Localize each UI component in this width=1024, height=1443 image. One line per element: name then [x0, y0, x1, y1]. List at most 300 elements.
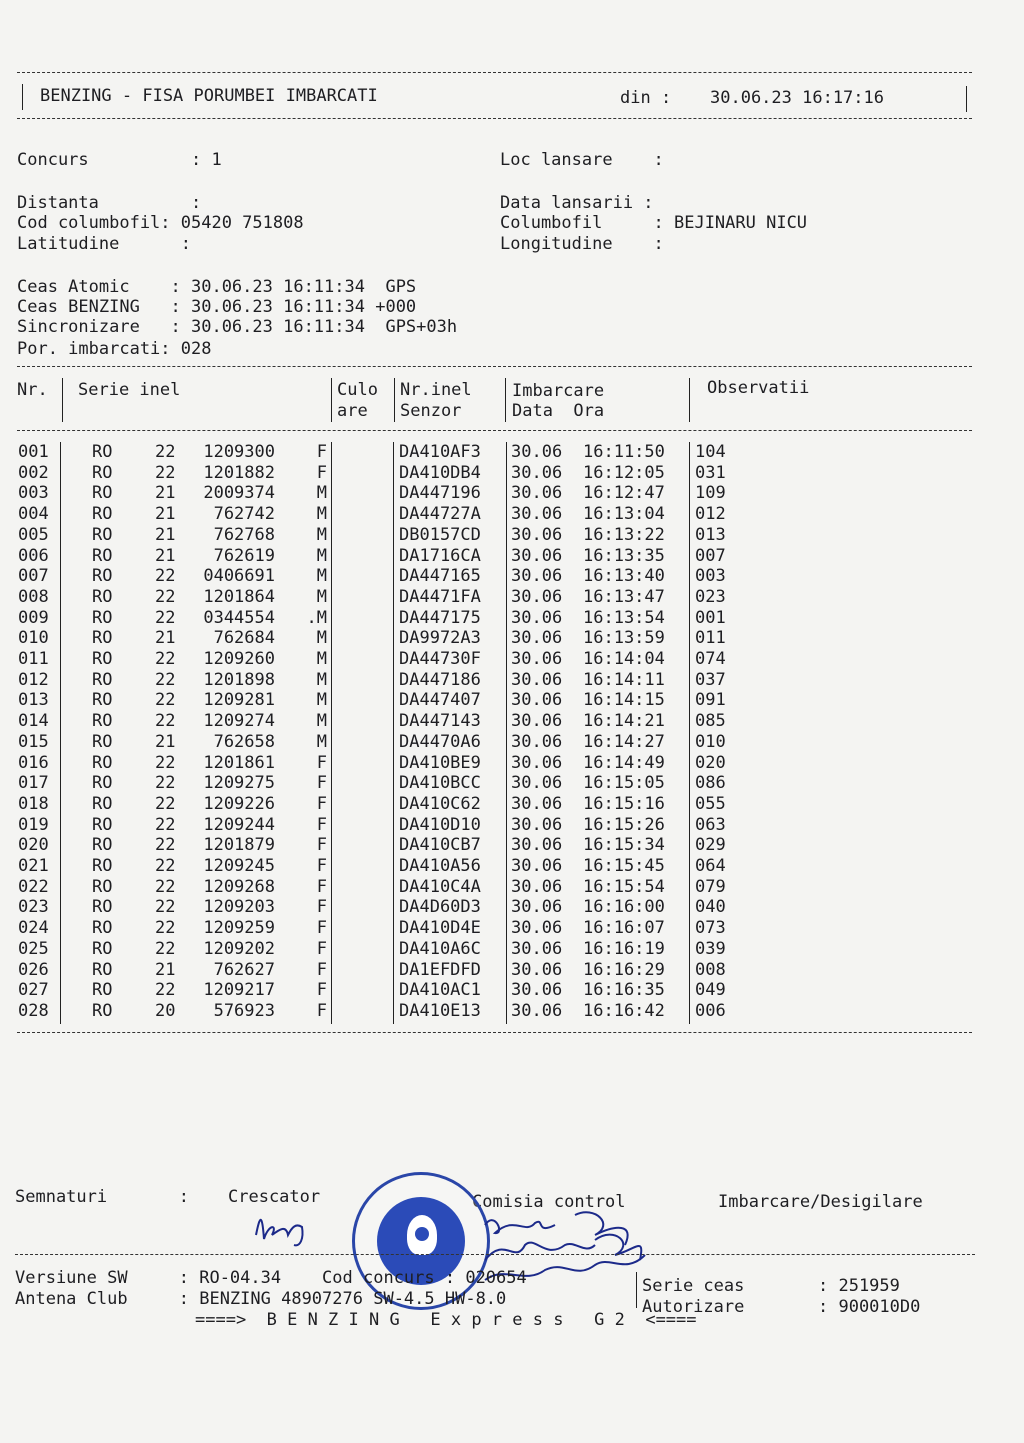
cell-date: 30.06: [511, 711, 563, 732]
table-row: [0, 442, 1024, 463]
header-left-bar: [22, 84, 23, 110]
cell-date: 30.06: [511, 752, 563, 773]
cell-sex: F: [316, 752, 327, 773]
cell-time: 16:11:50: [583, 442, 665, 462]
cell-year: 22: [155, 814, 176, 835]
cell-observatii: 003: [695, 566, 726, 587]
cell-country: RO: [92, 835, 113, 856]
cell-ring: 1209202: [203, 938, 275, 959]
versiune-sw-field: Versiune SW : RO-04.34 Cod concurs : 020654: [15, 1268, 527, 1288]
cell-nr: 006: [18, 545, 49, 566]
cell-date: 30.06: [511, 793, 563, 814]
cell-date: 30.06: [511, 545, 563, 566]
cell-nr: 018: [18, 793, 49, 814]
cell-country: RO: [92, 586, 113, 607]
cell-time: 16:14:15: [583, 690, 665, 711]
table-row: [0, 877, 1024, 898]
cell-country: RO: [92, 856, 113, 876]
cell-sensor: DA410CB7: [399, 835, 481, 856]
cell-sensor: DA9972A3: [399, 628, 481, 649]
cell-country: RO: [92, 442, 113, 462]
print-date: 30.06.23 16:17:16: [710, 88, 884, 108]
cell-observatii: 008: [695, 959, 726, 980]
col-culoare-header-2: are: [337, 401, 368, 421]
cell-ring: 2009374: [203, 483, 275, 504]
header-divider-4: [505, 378, 506, 422]
cell-observatii: 020: [695, 752, 726, 773]
cell-ring: 1201864: [203, 586, 275, 607]
cell-nr: 004: [18, 504, 49, 525]
cell-date: 30.06: [511, 442, 563, 462]
cell-observatii: 001: [695, 607, 726, 628]
cell-observatii: 086: [695, 773, 726, 794]
cell-sex: M: [316, 524, 327, 545]
cell-country: RO: [92, 773, 113, 794]
table-row: [0, 897, 1024, 918]
cell-sensor: DA447196: [399, 483, 481, 504]
cell-time: 16:15:45: [583, 856, 665, 876]
porumbei-imbarcati-field: Por. imbarcati: 028: [17, 339, 212, 359]
loc-lansare-field: Loc lansare :: [500, 150, 664, 170]
cell-time: 16:16:07: [583, 918, 665, 939]
cell-country: RO: [92, 504, 113, 525]
cell-sensor: DA410D10: [399, 814, 481, 835]
cell-year: 22: [155, 462, 176, 483]
cell-year: 22: [155, 711, 176, 732]
cell-nr: 005: [18, 524, 49, 545]
cell-sex: M: [316, 690, 327, 711]
cell-sex: F: [316, 835, 327, 856]
cell-ring: 1209226: [203, 793, 275, 814]
header-divider-1: [62, 378, 63, 422]
cell-sensor: DA1EFDFD: [399, 959, 481, 980]
cell-time: 16:14:04: [583, 649, 665, 669]
cell-ring: 762768: [213, 524, 275, 545]
cell-year: 22: [155, 980, 176, 1001]
cell-ring: 762684: [213, 628, 275, 649]
cell-time: 16:14:11: [583, 669, 665, 690]
table-row: [0, 980, 1024, 1001]
table-row: [0, 732, 1024, 753]
cell-nr: 026: [18, 959, 49, 980]
cell-ring: 1209217: [203, 980, 275, 1001]
cell-nr: 012: [18, 669, 49, 690]
semnaturi-label: Semnaturi :: [15, 1187, 189, 1207]
cell-nr: 010: [18, 628, 49, 649]
cell-country: RO: [92, 690, 113, 711]
cell-date: 30.06: [511, 731, 563, 752]
imbarcare-desigilare-label: Imbarcare/Desigilare: [718, 1192, 923, 1212]
cell-nr: 007: [18, 566, 49, 587]
cell-date: 30.06: [511, 1000, 563, 1021]
cell-nr: 017: [18, 773, 49, 794]
cell-sensor: DA447175: [399, 607, 481, 628]
cell-time: 16:14:27: [583, 731, 665, 752]
cell-time: 16:16:35: [583, 980, 665, 1001]
cell-observatii: 012: [695, 504, 726, 525]
table-row: [0, 608, 1024, 629]
cell-year: 21: [155, 483, 176, 504]
cell-ring: 1201861: [203, 752, 275, 773]
table-row: [0, 856, 1024, 877]
header-divider-5: [689, 378, 690, 422]
cell-date: 30.06: [511, 938, 563, 959]
cell-year: 22: [155, 690, 176, 711]
table-bottom-rule: [17, 1032, 972, 1033]
cell-time: 16:15:05: [583, 773, 665, 794]
table-row: [0, 670, 1024, 691]
cell-observatii: 049: [695, 980, 726, 1001]
cell-date: 30.06: [511, 959, 563, 980]
cell-date: 30.06: [511, 504, 563, 525]
cell-observatii: 055: [695, 793, 726, 814]
table-row: [0, 835, 1024, 856]
header-right-bar: [966, 86, 967, 112]
table-row: [0, 649, 1024, 670]
crescator-label: Crescator: [228, 1187, 321, 1207]
cell-time: 16:15:16: [583, 793, 665, 814]
cell-observatii: 010: [695, 731, 726, 752]
col-nrinel-header: Nr.inel: [400, 380, 472, 400]
cell-country: RO: [92, 938, 113, 959]
serie-ceas-label: Serie ceas: [642, 1276, 745, 1296]
cell-date: 30.06: [511, 690, 563, 711]
cell-time: 16:13:54: [583, 607, 665, 628]
table-row: [0, 483, 1024, 504]
cell-sex: F: [316, 1000, 327, 1021]
cell-observatii: 074: [695, 649, 726, 669]
cell-sensor: DA410BE9: [399, 752, 481, 773]
cell-ring: 1209260: [203, 649, 275, 669]
cell-nr: 009: [18, 607, 49, 628]
cell-time: 16:13:35: [583, 545, 665, 566]
col-nr-header: Nr.: [17, 380, 48, 400]
col-senzor-header: Senzor: [400, 401, 462, 421]
table-top-rule: [17, 366, 972, 367]
concurs-field: Concurs : 1: [17, 150, 222, 170]
cell-year: 22: [155, 586, 176, 607]
sincronizare-field: Sincronizare : 30.06.23 16:11:34 GPS+03h: [17, 317, 458, 337]
cell-year: 22: [155, 876, 176, 897]
cell-sex: M: [316, 711, 327, 732]
cell-date: 30.06: [511, 814, 563, 835]
cell-time: 16:13:59: [583, 628, 665, 649]
cell-ring: 576923: [213, 1000, 275, 1021]
cell-year: 22: [155, 793, 176, 814]
cell-time: 16:13:47: [583, 586, 665, 607]
table-row: [0, 1001, 1024, 1022]
cell-time: 16:16:42: [583, 1000, 665, 1021]
table-row: [0, 463, 1024, 484]
cell-country: RO: [92, 1000, 113, 1021]
cell-ring: 1209245: [203, 856, 275, 876]
cell-nr: 016: [18, 752, 49, 773]
cell-date: 30.06: [511, 649, 563, 669]
cell-year: 22: [155, 856, 176, 876]
cell-sex: F: [316, 773, 327, 794]
antena-club-field: Antena Club : BENZING 48907276 SW-4.5 HW-8.0: [15, 1289, 507, 1309]
cell-time: 16:16:19: [583, 938, 665, 959]
cell-sex: F: [316, 938, 327, 959]
cell-year: 22: [155, 442, 176, 462]
cell-sex: M: [316, 649, 327, 669]
cell-sensor: DA447407: [399, 690, 481, 711]
footer-rule: [15, 1254, 975, 1255]
cell-sensor: DA1716CA: [399, 545, 481, 566]
benzing-express-banner: ====> B E N Z I N G E x p r e s s G 2 <====: [195, 1310, 697, 1330]
table-row: [0, 628, 1024, 649]
header-divider-3: [394, 378, 395, 422]
cell-sex: M: [316, 566, 327, 587]
cell-ring: 1209268: [203, 876, 275, 897]
cell-date: 30.06: [511, 607, 563, 628]
cell-sex: M: [316, 586, 327, 607]
cell-observatii: 064: [695, 856, 726, 876]
cell-sex: F: [316, 959, 327, 980]
distanta-field: Distanta :: [17, 193, 202, 213]
cell-nr: 024: [18, 918, 49, 939]
crescator-signature: [250, 1205, 320, 1250]
table-row: [0, 587, 1024, 608]
cell-year: 22: [155, 669, 176, 690]
cell-ring: 0344554: [203, 607, 275, 628]
cell-year: 22: [155, 773, 176, 794]
cell-nr: 002: [18, 462, 49, 483]
cell-observatii: 040: [695, 897, 726, 918]
cell-nr: 014: [18, 711, 49, 732]
cell-year: 22: [155, 918, 176, 939]
columbofil-field: Columbofil : BEJINARU NICU: [500, 213, 808, 233]
cell-nr: 013: [18, 690, 49, 711]
cell-nr: 020: [18, 835, 49, 856]
cell-observatii: 011: [695, 628, 726, 649]
cell-time: 16:14:49: [583, 752, 665, 773]
cell-ring: 1201898: [203, 669, 275, 690]
cell-time: 16:16:29: [583, 959, 665, 980]
cell-sensor: DA4471FA: [399, 586, 481, 607]
cell-country: RO: [92, 793, 113, 814]
cell-sensor: DA410AC1: [399, 980, 481, 1001]
serie-ceas-value: : 251959: [818, 1276, 900, 1296]
table-header-rule: [17, 430, 972, 431]
cell-ring: 762658: [213, 731, 275, 752]
cell-sensor: DA447165: [399, 566, 481, 587]
cell-observatii: 085: [695, 711, 726, 732]
cell-observatii: 006: [695, 1000, 726, 1021]
table-row: [0, 546, 1024, 567]
cell-year: 22: [155, 566, 176, 587]
cell-sex: F: [316, 442, 327, 462]
cell-sensor: DA410DB4: [399, 462, 481, 483]
autorizare-value: : 900010D0: [818, 1297, 921, 1317]
cell-year: 21: [155, 959, 176, 980]
cell-nr: 015: [18, 731, 49, 752]
cell-country: RO: [92, 959, 113, 980]
header-bottom-rule: [17, 118, 972, 119]
cell-sex: .M: [306, 607, 327, 628]
cell-year: 22: [155, 897, 176, 918]
page-title: BENZING - FISA PORUMBEI IMBARCATI: [40, 86, 378, 106]
cell-country: RO: [92, 752, 113, 773]
cell-observatii: 007: [695, 545, 726, 566]
cell-year: 22: [155, 649, 176, 669]
cell-country: RO: [92, 462, 113, 483]
cell-sex: M: [316, 628, 327, 649]
cell-sex: F: [316, 856, 327, 876]
cell-year: 21: [155, 524, 176, 545]
cell-sex: F: [316, 876, 327, 897]
ceas-benzing-field: Ceas BENZING : 30.06.23 16:11:34 +000: [17, 297, 417, 317]
data-lansarii-field: Data lansarii :: [500, 193, 654, 213]
cell-observatii: 031: [695, 462, 726, 483]
cell-date: 30.06: [511, 773, 563, 794]
cell-country: RO: [92, 814, 113, 835]
cell-year: 21: [155, 731, 176, 752]
col-data-ora-header: Data Ora: [512, 401, 605, 421]
cell-ring: 0406691: [203, 566, 275, 587]
cell-year: 22: [155, 938, 176, 959]
col-imbarcare-header: Imbarcare: [512, 381, 605, 401]
cell-date: 30.06: [511, 566, 563, 587]
cell-ring: 1209300: [203, 442, 275, 462]
cell-sensor: DA410BCC: [399, 773, 481, 794]
cell-sex: F: [316, 918, 327, 939]
cell-sex: M: [316, 669, 327, 690]
cell-ring: 1209203: [203, 897, 275, 918]
cod-columbofil-field: Cod columbofil: 05420 751808: [17, 213, 304, 233]
cell-time: 16:15:26: [583, 814, 665, 835]
cell-ring: 1209259: [203, 918, 275, 939]
table-row: [0, 690, 1024, 711]
cell-observatii: 109: [695, 483, 726, 504]
cell-sensor: DA410D4E: [399, 918, 481, 939]
cell-nr: 022: [18, 876, 49, 897]
cell-time: 16:13:04: [583, 504, 665, 525]
serie-ceas-bar: [636, 1272, 637, 1308]
cell-ring: 762627: [213, 959, 275, 980]
cell-sensor: DA447143: [399, 711, 481, 732]
col-culoare-header: Culo: [337, 380, 378, 400]
cell-sex: F: [316, 793, 327, 814]
cell-time: 16:12:47: [583, 483, 665, 504]
cell-country: RO: [92, 669, 113, 690]
cell-nr: 021: [18, 856, 49, 876]
col-observatii-header: Observatii: [707, 378, 810, 398]
cell-sensor: DA4470A6: [399, 731, 481, 752]
cell-sex: F: [316, 897, 327, 918]
autorizare-label: Autorizare: [642, 1297, 745, 1317]
cell-sex: F: [316, 462, 327, 483]
cell-sensor: DA410E13: [399, 1000, 481, 1021]
cell-sensor: DA410C62: [399, 793, 481, 814]
cell-observatii: 091: [695, 690, 726, 711]
cell-observatii: 037: [695, 669, 726, 690]
cell-country: RO: [92, 607, 113, 628]
cell-year: 21: [155, 545, 176, 566]
cell-year: 21: [155, 628, 176, 649]
cell-nr: 027: [18, 980, 49, 1001]
cell-date: 30.06: [511, 628, 563, 649]
cell-nr: 019: [18, 814, 49, 835]
cell-country: RO: [92, 876, 113, 897]
cell-year: 22: [155, 835, 176, 856]
table-row: [0, 773, 1024, 794]
cell-ring: 1201882: [203, 462, 275, 483]
cell-time: 16:13:40: [583, 566, 665, 587]
cell-time: 16:15:34: [583, 835, 665, 856]
cell-date: 30.06: [511, 856, 563, 876]
cell-time: 16:12:05: [583, 462, 665, 483]
cell-date: 30.06: [511, 483, 563, 504]
cell-ring: 1209281: [203, 690, 275, 711]
cell-ring: 1209244: [203, 814, 275, 835]
cell-time: 16:16:00: [583, 897, 665, 918]
cell-date: 30.06: [511, 669, 563, 690]
cell-year: 20: [155, 1000, 176, 1021]
latitudine-field: Latitudine :: [17, 234, 191, 254]
table-row: [0, 566, 1024, 587]
cell-sex: M: [316, 504, 327, 525]
cell-nr: 003: [18, 483, 49, 504]
longitudine-field: Longitudine :: [500, 234, 664, 254]
cell-country: RO: [92, 918, 113, 939]
cell-country: RO: [92, 711, 113, 732]
cell-date: 30.06: [511, 835, 563, 856]
table-row: [0, 504, 1024, 525]
cell-observatii: 029: [695, 835, 726, 856]
cell-date: 30.06: [511, 918, 563, 939]
cell-date: 30.06: [511, 897, 563, 918]
cell-time: 16:15:54: [583, 876, 665, 897]
cell-sensor: DA447186: [399, 669, 481, 690]
cell-nr: 028: [18, 1000, 49, 1021]
date-label: din :: [620, 88, 672, 108]
cell-time: 16:14:21: [583, 711, 665, 732]
cell-date: 30.06: [511, 876, 563, 897]
table-row: [0, 794, 1024, 815]
cell-country: RO: [92, 649, 113, 669]
cell-observatii: 023: [695, 586, 726, 607]
cell-sensor: DA4D60D3: [399, 897, 481, 918]
cell-nr: 008: [18, 586, 49, 607]
cell-sensor: DA410C4A: [399, 876, 481, 897]
cell-date: 30.06: [511, 462, 563, 483]
cell-sensor: DA410A6C: [399, 938, 481, 959]
table-row: [0, 711, 1024, 732]
cell-country: RO: [92, 897, 113, 918]
cell-country: RO: [92, 524, 113, 545]
header-divider-2: [331, 378, 332, 422]
cell-observatii: 079: [695, 876, 726, 897]
cell-sex: M: [316, 731, 327, 752]
cell-ring: 762742: [213, 504, 275, 525]
cell-ring: 1209275: [203, 773, 275, 794]
table-row: [0, 960, 1024, 981]
cell-sensor: DA44730F: [399, 649, 481, 669]
cell-sensor: DA44727A: [399, 504, 481, 525]
table-row: [0, 753, 1024, 774]
cell-observatii: 073: [695, 918, 726, 939]
pigeon-table-body: [0, 442, 1024, 1032]
cell-observatii: 104: [695, 442, 726, 462]
cell-ring: 1201879: [203, 835, 275, 856]
cell-sex: F: [316, 980, 327, 1001]
table-row: [0, 918, 1024, 939]
cell-country: RO: [92, 545, 113, 566]
cell-country: RO: [92, 980, 113, 1001]
cell-year: 21: [155, 504, 176, 525]
cell-date: 30.06: [511, 980, 563, 1001]
